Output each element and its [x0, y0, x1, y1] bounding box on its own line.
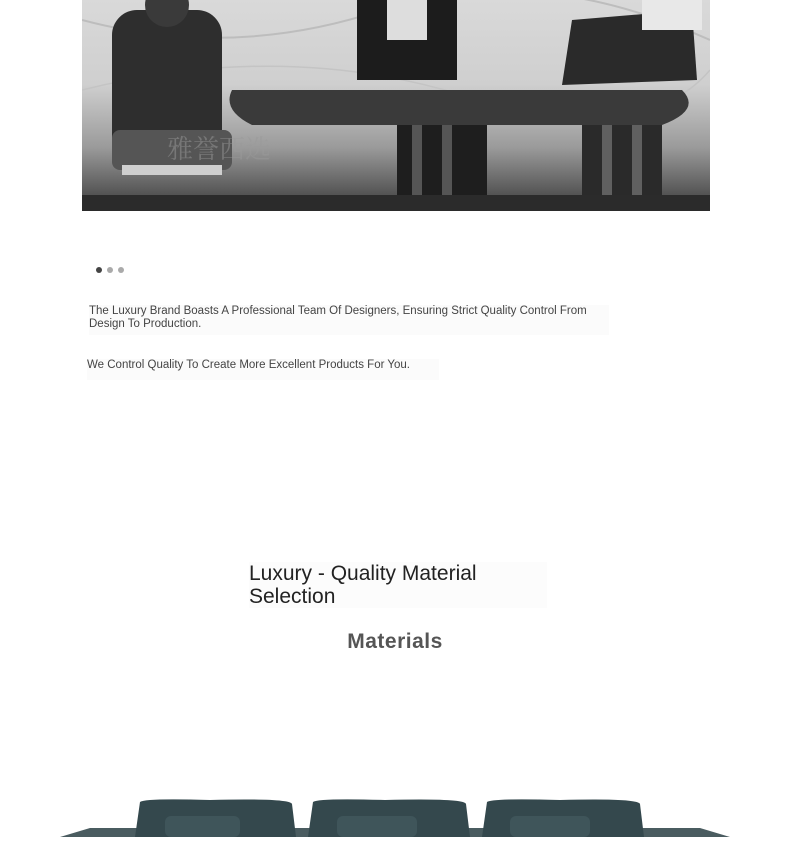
brand-description: The Luxury Brand Boasts A Professional Team Of Designers, Ensuring Strict Quality Control From Design To Production. [89, 305, 609, 335]
quality-statement: We Control Quality To Create More Excellent Products For You. [87, 359, 439, 380]
watermark-text: 雅誉西选 [167, 135, 272, 165]
sofa-image [0, 780, 790, 837]
section-title: Luxury - Quality Material Selection [249, 562, 547, 608]
carousel-dot-1[interactable] [96, 267, 102, 273]
carousel-dot-2[interactable] [107, 267, 113, 273]
section-subtitle: Materials [347, 630, 443, 653]
sofa-illustration [0, 780, 790, 837]
carousel-dot-3[interactable] [118, 267, 124, 273]
carousel-indicators [96, 267, 124, 273]
hero-image [82, 0, 710, 211]
hero-photo-illustration [82, 0, 710, 211]
